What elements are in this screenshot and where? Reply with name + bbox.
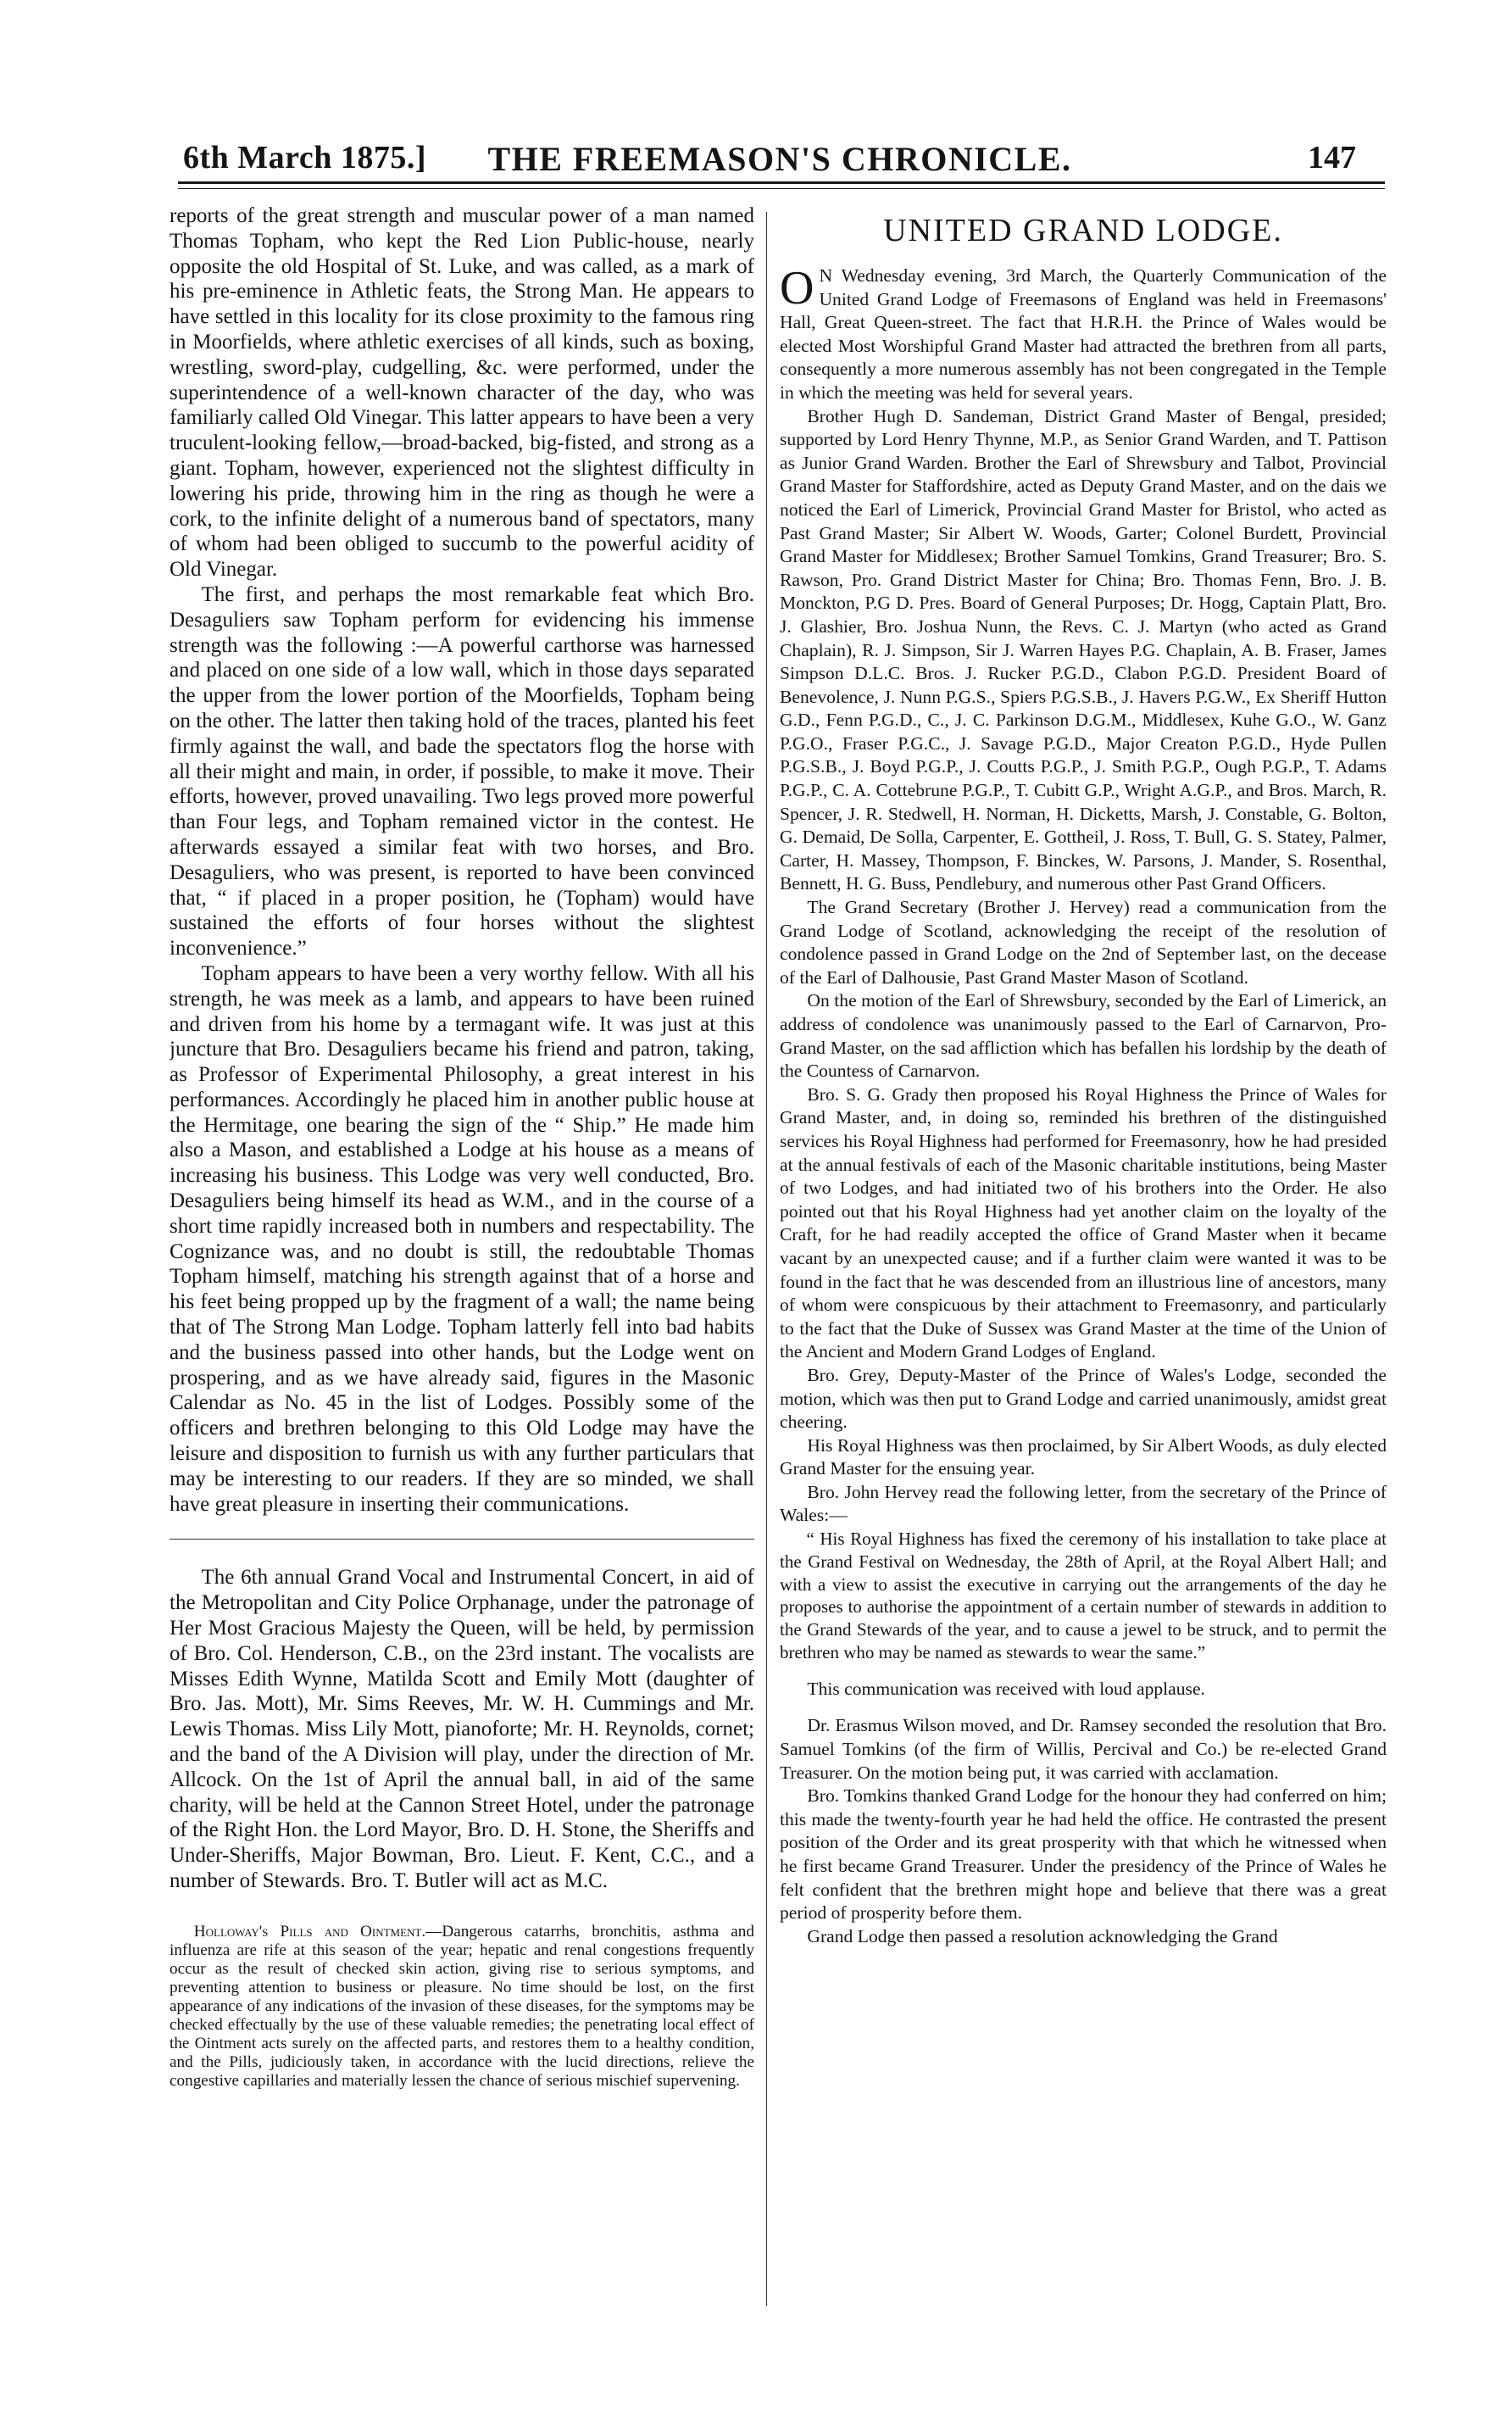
page-header (170, 136, 1390, 178)
left-column (170, 203, 754, 2306)
right-column (780, 203, 1387, 2306)
column-divider (766, 212, 767, 2306)
newspaper-title: THE FREEMASON'S CHRONICLE. (487, 140, 1072, 178)
article-paragraph: Grand Lodge then passed a resolution acknowledging the Grand (807, 1925, 1278, 1946)
article-paragraph: The Grand Secretary (Brother J. Hervey) read a communication from the Grand Lodge of Scotland, acknowledging the receipt of the resolution of condolence passed in Grand Lodge on the 2nd of September last, on the decease of the Earl of Dalhousie, Past Grand Master Mason of Scotland. (780, 897, 1387, 988)
intro-text: N Wednesday evening, 3rd March, the Quarterly Communication of the United Grand Lodge of Freemasons of England was held in Freemasons' Hall, Great Queen-street. The fact that H.R.H. the Prince of Wales would be elected Most Worshipful Grand Master had attracted the brethren from all parts, consequently a more numerous assembly has not been congregated in the Temple in which the meeting was held for several years. (780, 265, 1387, 403)
advertisement (170, 1923, 754, 2091)
article-paragraph: Dr. Erasmus Wilson moved, and Dr. Ramsey seconded the resolution that Bro. Samuel Tomkins (of the firm of Willis, Percival and Co.) be re-elected Grand Treasurer. On the motion being put, it was carried with acclamation. (780, 1715, 1387, 1783)
header-rule-thin (178, 188, 1385, 189)
article-paragraph: Brother Hugh D. Sandeman, District Grand Master of Bengal, presided; supported by Lord Henry Thynne, M.P., as Senior Grand Warden, and T. Pattison as Junior Grand Warden. Brother the Earl of Shrewsbury and Talbot, Provincial Grand Master for Staffordshire, acted as Deputy Grand Master, and on the dais we noticed the Earl of Limerick, Provincial Grand Master for Bristol, who acted as Past Grand Master; Sir Albert W. Woods, Garter; Colonel Burdett, Provincial Grand Master for Middlesex; Brother Samuel Tomkins, Grand Treasurer; Bro. S. Rawson, Pro. Grand District Master for China; Bro. Thomas Fenn, Bro. J. B. Monckton, P.G D. Pres. Board of General Purposes; Dr. Hogg, Captain Platt, Bro. J. Glashier, Bro. Joshua Nunn, the Revs. C. J. Martyn (who acted as Grand Chaplain), R. J. Simpson, Sir J. Warren Hayes P.G. Chaplain, A. B. Fraser, James Simpson D.L.C. Bros. J. Rucker P.G.D., Clabon P.G.D. President Board of Benevolence, J. Nunn P.G.S., Spiers P.G.S.B., J. Havers P.G.W., Ex Sheriff Hutton G.D., Fenn P.G.D., C., J. C. Parkinson D.G.M., Middlesex, Kuhe G.O., W. Ganz P.G.O., Fraser P.G.C., J. Savage P.G.D., Major Creaton P.G.D., Hyde Pullen P.G.S.B., J. Boyd P.G.P., J. Coutts P.G.P., J. Smith P.G.P., Ough P.G.P., T. Adams P.G.P., C. A. Cottebrune P.G.P., T. Cubitt G.P., Wright A.G.P., and Bros. March, R. Spencer, J. R. Stedwell, H. Norman, H. Dicketts, Marsh, J. Constable, G. Bolton, G. Demaid, De Solla, Carpenter, E. Gottheil, J. Ross, T. Bull, G. S. Statey, Palmer, Carter, H. Massey, Thompson, F. Binckes, W. Parsons, J. Mander, S. Rosenthal, Bennett, H. G. Buss, Pendlebury, and numerous other Past Grand Officers. (780, 405, 1387, 894)
advert-body: —Dangerous catarrhs, bronchitis, asthma and influenza are rife at this season of the year; hepatic and renal congestions frequently occur as the result of checked skin action, giving rise to serious symptoms, and preventing attention to business or pleasure. No time should be lost, on the first appearance of any indications of the invasion of these diseases, for the symptoms may be checked effectually by the use of these valuable remedies; the penetrating local effect of the Ointment acts surely on the affected parts, and restores them to a healthy condition, and the Pills, judiciously taken, in accordance with the lucid directions, relieve the congestive capillaries and materially lessen the chance of serious mischief supervening. (170, 1922, 754, 2090)
page-number: 147 (1308, 140, 1356, 175)
article-paragraph: On the motion of the Earl of Shrewsbury, seconded by the Earl of Limerick, an address of condolence was unanimously passed to the Earl of Carnarvon, Pro-Grand Master, on the sad affliction which has befallen his lordship by the death of the Countess of Carnarvon. (780, 990, 1387, 1082)
article-paragraph: Topham appears to have been a very worthy fellow. With all his strength, he was meek as a lamb, and appears to have been ruined and driven from his home by a termagant wife. It was just at this juncture that Bro. Desaguliers became his friend and patron, taking, as Professor of Experimental Philosophy, a great interest in his performances. Accordingly he placed him in another public house at the Hermitage, one bearing the sign of the “ Ship.” He made him also a Mason, and established a Lodge at his house as a means of increasing his business. This Lodge was very well conducted, Bro. Desaguliers being himself its head as W.M., and in the course of a short time rapidly increased both in numbers and respectability. The Cognizance was, and no doubt is still, the redoubtable Thomas Topham himself, matching his strength against that of a horse and his feet being propped up by the fragment of a wall; the name being that of The Strong Man Lodge. Topham latterly fell into bad habits and the business passed into other hands, but the Lodge went on prospering, and as we have already said, figures in the Masonic Calendar as No. 45 in the list of Lodges. Possibly some of the officers and brethren belonging to this Old Lodge may have the leisure and disposition to furnish us with any further particulars that may be interesting to our readers. If they are so minded, we shall have great pleasure in inserting their communications. (170, 961, 754, 1516)
article-paragraph: This communication was received with loud applause. (807, 1678, 1205, 1699)
issue-date: 6th March 1875.] (183, 140, 426, 175)
article-paragraph: Bro. Tomkins thanked Grand Lodge for the honour they had conferred on him; this made the twenty-fourth year he had held the office. He contrasted the present position of the Order and its great prosperity with that which he witnessed when he first became Grand Treasurer. Under the presidency of the Prince of Wales he felt confident that the brethren might hope and believe that there was a great period of prosperity before them. (780, 1785, 1387, 1924)
intro-paragraph (780, 262, 1387, 405)
article-paragraph: reports of the great strength and muscular power of a man named Thomas Topham, who kept the Red Lion Public-house, nearly opposite the old Hospital of St. Luke, and was called, as a mark of his pre-eminence in Athletic feats, the Strong Man. He appears to have settled in this locality for its close proximity to the famous ring in Moorfields, where athletic exercises of all kinds, such as boxing, wrestling, sword-play, cudgelling, &c. were performed, under the superintendence of a well-known character of the day, who was familiarly called Old Vinegar. This latter appears to have been a very truculent-looking fellow,—broad-backed, big-fisted, and strong as a giant. Topham, however, experienced not the slightest difficulty in lowering his pride, throwing him in the ring as though he were a cork, to the infinite delight of a numerous band of spectators, many of whom had been obliged to succumb to the powerful acidity of Old Vinegar. (170, 204, 754, 582)
quoted-letter: “ His Royal Highness has fixed the ceremony of his installation to take place at the Grand Festival on Wednesday, the 28th of April, at the Royal Albert Hall; and with a view to assist the executive in carrying out the arrangements of the day he proposes to authorise the appointment of a certain number of stewards in addition to the Grand Stewards of the year, and to cause a jewel to be struck, and to permit the brethren who may be named as stewards to wear the same.” (780, 1529, 1387, 1663)
article-paragraph: His Royal Highness was then proclaimed, by Sir Albert Woods, as duly elected Grand Master for the ensuing year. (780, 1434, 1387, 1479)
section-divider (170, 1539, 754, 1540)
article-paragraph: The first, and perhaps the most remarkable feat which Bro. Desaguliers saw Topham perform for evidencing his immense strength was the following :—A powerful carthorse was harnessed and placed on one side of a low wall, which in those days separated the upper from the lower portion of the Moorfields, Topham being on the other. The latter then taking hold of the traces, planted his feet firmly against the wall, and bade the spectators flog the horse with all their might and main, in order, if possible, to make it move. Their efforts, however, proved unavailing. Two legs proved more powerful than Four legs, and Topham remained victor in the contest. He afterwards essayed a similar feat with two horses, and Bro. Desaguliers, who was present, is reported to have been convinced that, “ if placed in a proper position, he (Topham) would have sustained the efforts of four horses without the slightest inconvenience.” (170, 582, 754, 961)
article-paragraph: Bro. John Hervey read the following letter, from the secretary of the Prince of Wales:— (780, 1481, 1387, 1526)
section-title: UNITED GRAND LODGE. (883, 213, 1283, 248)
concert-notice: The 6th annual Grand Vocal and Instrumental Concert, in aid of the Metropolitan and City Police Orphanage, under the patronage of Her Most Gracious Majesty the Queen, will be held, by permission of Bro. Col. Henderson, C.B., on the 23rd instant. The vocalists are Misses Edith Wynne, Matilda Scott and Emily Mott (daughter of Bro. Jas. Mott), Mr. Sims Reeves, Mr. W. H. Cummings and Mr. Lewis Thomas. Miss Lily Mott, pianoforte; Mr. H. Reynolds, cornet; and the band of the A Division will play, under the direction of Mr. Allcock. On the 1st of April the annual ball, in aid of the same charity, will be held at the Cannon Street Hotel, under the patronage of the Right Hon. the Lord Mayor, Bro. D. H. Stone, the Sheriffs and Under-Sheriffs, Major Bowman, Bro. Lieut. F. Kent, C.C., and a number of Stewards. Bro. T. Butler will act as M.C. (170, 1566, 754, 1892)
advert-title: Holloway's Pills and Ointment. (193, 1922, 426, 1941)
drop-cap: O (780, 262, 814, 315)
article-paragraph: Bro. S. G. Grady then proposed his Royal Highness the Prince of Wales for Grand Master, and, in doing so, reminded his brethren of the distinguished services his Royal Highness had performed for Freemasonry, how he had presided at the annual festivals of each of the Masonic charitable institutions, being Master of two Lodges, and had initiated two of his brothers into the Order. He also pointed out that his Royal Highness had yet another claim on the loyalty of the Craft, for he had readily accepted the office of Grand Master when it became vacant by an unexpected cause; and if a further claim were wanted it was to be found in the fact that he was descended from an illustrious line of ancestors, many of whom were conspicuous by their attachment to Freemasonry, and particularly to the fact that the Duke of Sussex was Grand Master at the time of the Union of the Ancient and Modern Grand Lodges of England. (780, 1083, 1387, 1362)
article-paragraph: Bro. Grey, Deputy-Master of the Prince of Wales's Lodge, seconded the motion, which was then put to Grand Lodge and carried unanimously, amidst great cheering. (780, 1364, 1387, 1433)
header-rule-thick (178, 181, 1385, 184)
